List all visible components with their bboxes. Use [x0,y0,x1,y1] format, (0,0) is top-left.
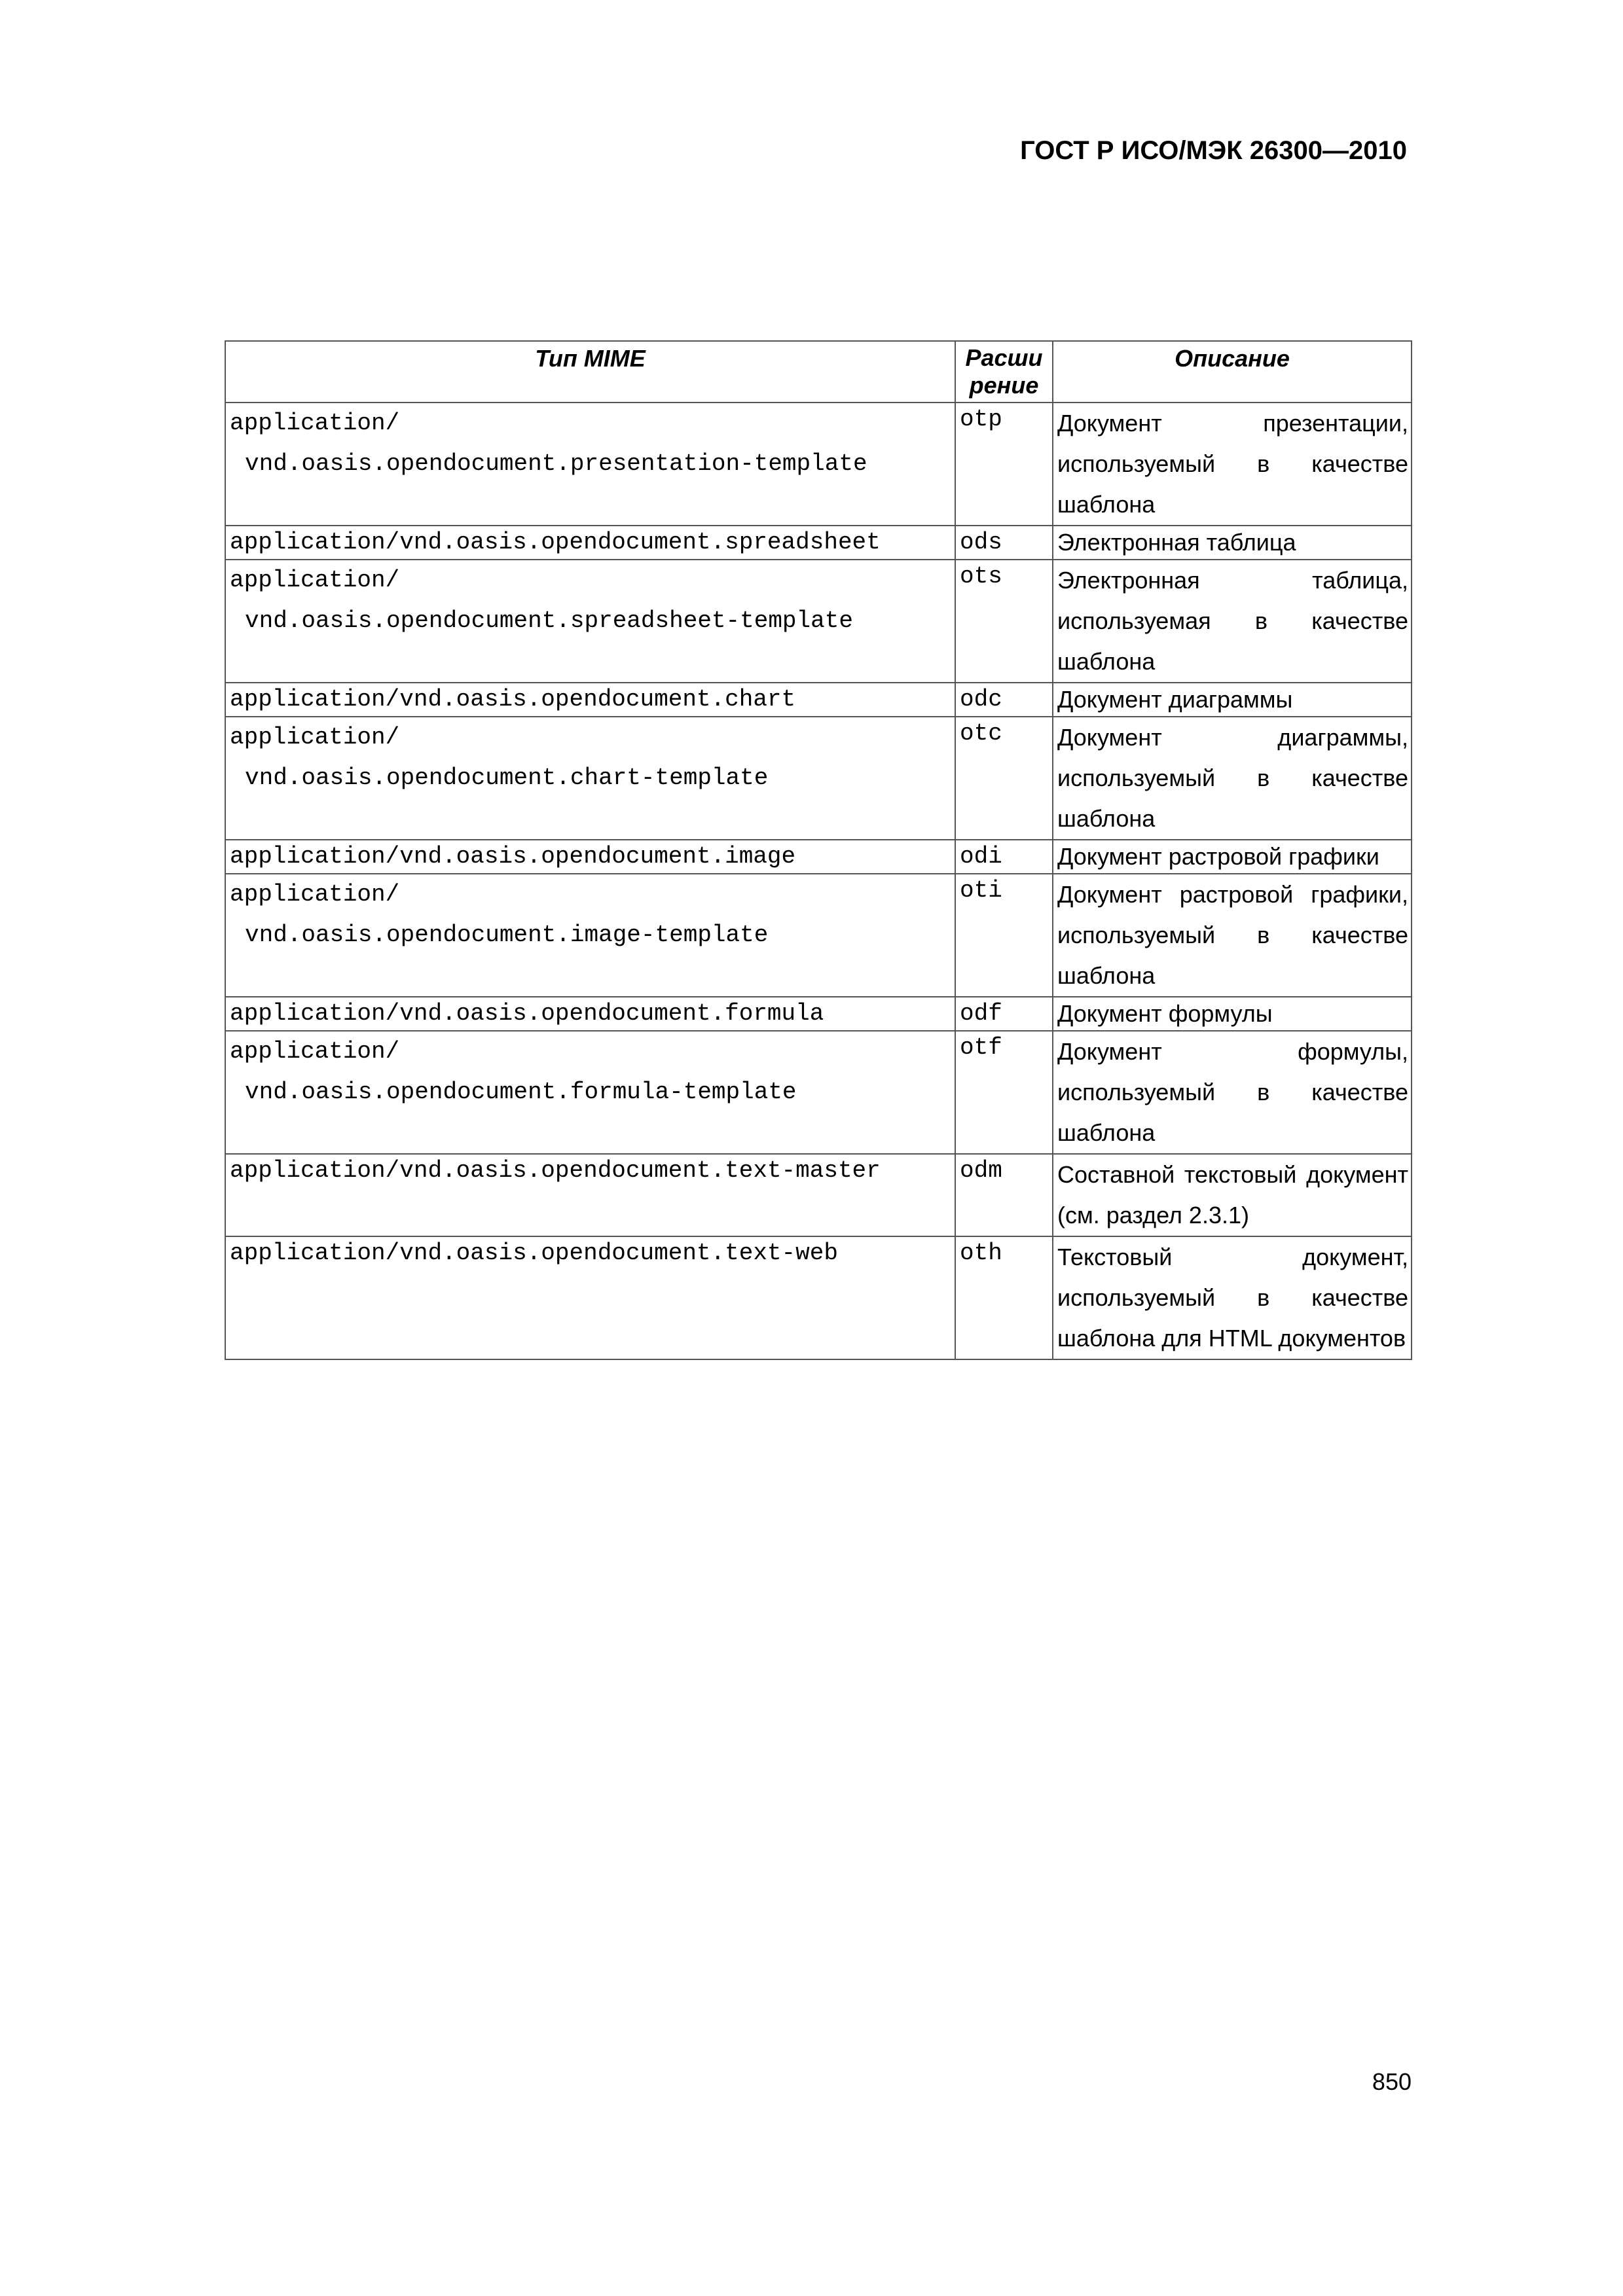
mime-type-line2: vnd.oasis.opendocument.chart-template [245,764,769,791]
table-row [225,683,1412,717]
mime-type-line1: application/ [230,567,400,594]
mime-type-line1: application/vnd.oasis.opendocument.image [230,843,796,870]
column-header-extension [955,341,1053,403]
column-header-mime-type: Тип MIME [225,341,955,403]
description-cell: Документ формулы [1053,997,1412,1031]
table-row [225,1236,1412,1359]
table-row [225,1031,1412,1154]
description-cell: Документ формулы, используемый в качестве шаблона [1053,1031,1412,1154]
mime-type-line1: application/vnd.oasis.opendocument.text-web [230,1240,838,1266]
table-row [225,1154,1412,1236]
mime-type-cell [225,560,955,683]
extension-cell: odf [955,997,1053,1031]
extension-cell: ods [955,526,1053,560]
mime-type-line2: vnd.oasis.opendocument.spreadsheet-template [245,607,853,634]
mime-type-cell [225,683,955,717]
document-code-header: ГОСТ Р ИСО/МЭК 26300—2010 [1020,136,1407,165]
mime-type-cell [225,403,955,526]
column-header-description: Описание [1053,341,1412,403]
extension-cell: odm [955,1154,1053,1236]
table-header-row [225,341,1412,403]
description-cell: Документ растровой графики, используемый в качестве шаблона [1053,874,1412,997]
mime-type-line1: application/ [230,410,400,437]
table-row [225,560,1412,683]
table-row [225,717,1412,840]
mime-type-line1: application/ [230,881,400,908]
mime-type-line1: application/vnd.oasis.opendocument.formula [230,1000,824,1027]
mime-type-cell [225,526,955,560]
description-cell: Документ диаграммы, используемый в качестве шаблона [1053,717,1412,840]
description-cell: Документ растровой графики [1053,840,1412,874]
mime-type-line1: application/vnd.oasis.opendocument.spreadsheet [230,529,881,556]
mime-type-cell [225,874,955,997]
mime-type-cell [225,1236,955,1359]
column-header-extension-line2: рение [969,372,1039,399]
description-cell: Документ диаграммы [1053,683,1412,717]
mime-type-cell [225,997,955,1031]
extension-cell: oth [955,1236,1053,1359]
page-number: 850 [1372,2068,1412,2095]
mime-type-line2: vnd.oasis.opendocument.presentation-template [245,450,867,477]
description-cell: Текстовый документ, используемый в качестве шаблона для HTML документов [1053,1236,1412,1359]
mime-type-line2: vnd.oasis.opendocument.image-template [245,922,769,948]
extension-cell: odi [955,840,1053,874]
table-row [225,526,1412,560]
mime-type-cell [225,840,955,874]
mime-type-cell [225,1031,955,1154]
description-cell: Составной текстовый документ (см. раздел 2.3.1) [1053,1154,1412,1236]
extension-cell: otp [955,403,1053,526]
extension-cell: ots [955,560,1053,683]
extension-cell: otf [955,1031,1053,1154]
table-row [225,840,1412,874]
column-header-extension-line1: Расши [965,344,1043,371]
extension-cell: odc [955,683,1053,717]
description-cell: Электронная таблица, используемая в качестве шаблона [1053,560,1412,683]
table-row [225,997,1412,1031]
mime-type-line1: application/vnd.oasis.opendocument.chart [230,686,796,713]
mime-types-table [225,340,1412,1360]
description-cell: Электронная таблица [1053,526,1412,560]
extension-cell: oti [955,874,1053,997]
mime-type-cell [225,717,955,840]
description-cell: Документ презентации, используемый в качестве шаблона [1053,403,1412,526]
mime-type-line1: application/ [230,724,400,751]
mime-type-line1: application/vnd.oasis.opendocument.text-master [230,1157,881,1184]
table-row [225,874,1412,997]
mime-type-cell [225,1154,955,1236]
mime-type-line1: application/ [230,1038,400,1065]
table-row [225,403,1412,526]
extension-cell: otc [955,717,1053,840]
mime-type-line2: vnd.oasis.opendocument.formula-template [245,1079,797,1105]
